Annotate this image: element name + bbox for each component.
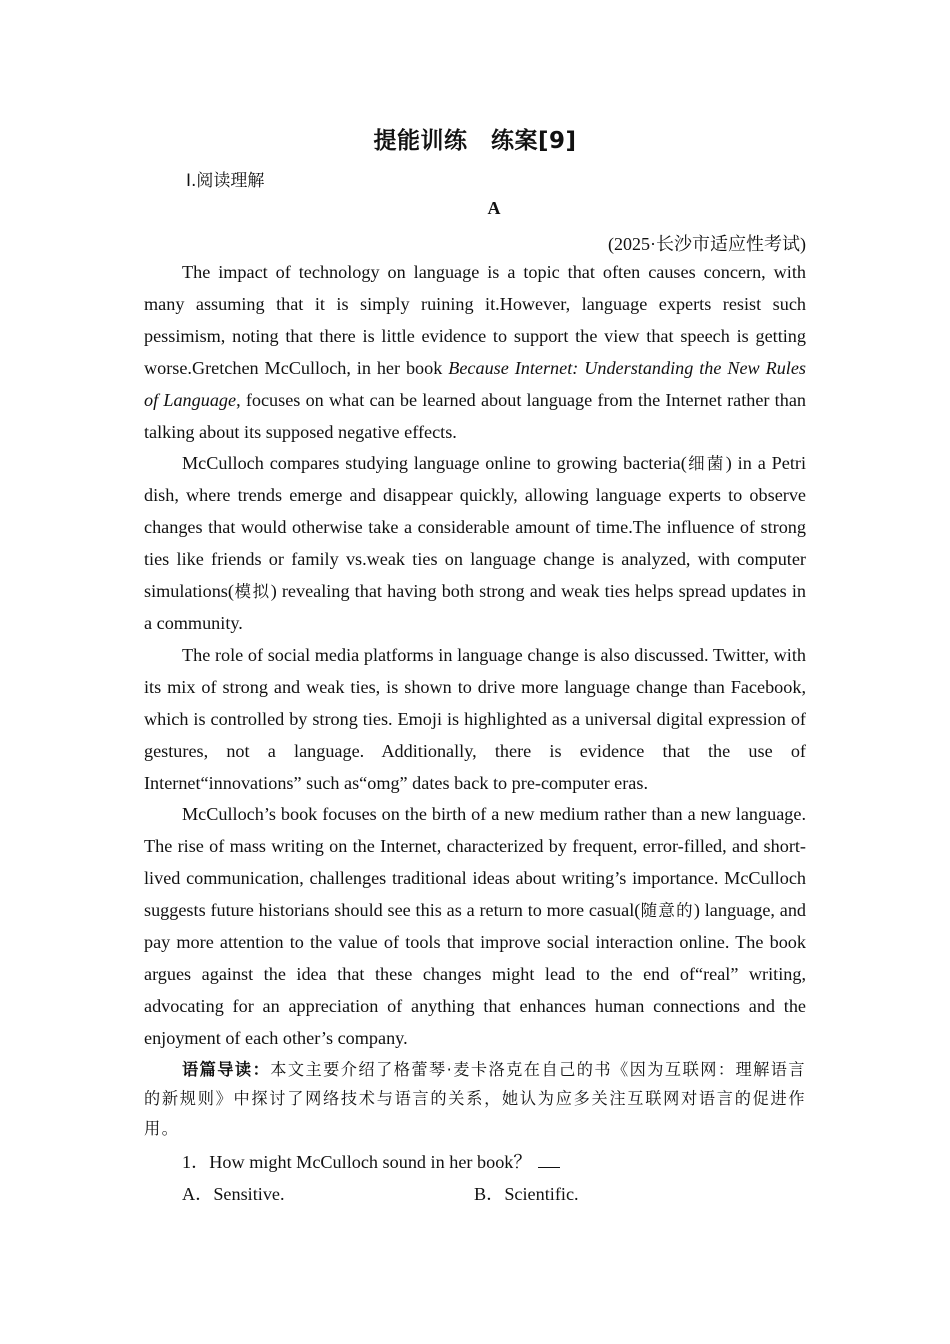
question-1-text: 1．How might McCulloch sound in her book？ [182, 1152, 532, 1173]
passage-content [144, 257, 806, 1211]
section-label: Ⅰ.阅读理解 [186, 171, 265, 191]
book-title: Because Internet: Understanding the New Rules of Language [144, 357, 806, 410]
paragraph-2-text-a: McCulloch compares studying language online to growing bacteria( [182, 453, 687, 474]
option-a[interactable]: A．Sensitive. [182, 1184, 285, 1205]
paragraph-4 [144, 799, 806, 1054]
paragraph-1-text-a: The impact of technology on language is a topic that often causes concern, with many assuming that it is simply ruining it.However, language experts resist such pessimism, noting that there is little evidence to support the view that speech is getting worse.Gretchen McCulloch, in her book [144, 262, 806, 378]
paragraph-4-text-a: McCulloch’s book focuses on the birth of a new medium rather than a new language. The rise of mass writing on the Internet, characterized by frequent, error-filled, and short-lived communication, challenges traditional ideas about writing’s importance. McCulloch suggests future historians should see this as a return to more casual( [144, 804, 806, 921]
paragraph-4-text-b: ) language, and pay more attention to the value of tools that improve social interaction online. The book argues against the idea that these changes might lead to the end of“real” writing, advocating for an appreciation of anything that enhances human connections and the enjoyment of each other’s company. [144, 900, 807, 1048]
paragraph-1-text-b: , focuses on what can be learned about language from the Internet rather than talking about its supposed negative effects. [144, 389, 806, 442]
option-b[interactable]: B．Scientific. [474, 1184, 579, 1205]
answer-blank[interactable] [538, 1149, 560, 1168]
paragraph-2-text-b: ) in a Petri dish, where trends emerge and disappear quickly, allowing language experts to observe changes that would otherwise take a considerable amount of time.The influence of strong ties like friends or family vs.weak ties on language change is analyzed, with computer simulations( [144, 453, 806, 602]
question-1-options [144, 1179, 806, 1211]
paragraph-1 [144, 257, 806, 448]
paragraph-2 [144, 448, 806, 639]
question-1 [144, 1147, 806, 1179]
paragraph-3: The role of social media platforms in language change is also discussed. Twitter, with its mix of strong and weak ties, is shown to drive more language change than Facebook, which is controlled by strong ties. Emoji is highlighted as a universal digital expression of gestures, not a language. Additionally, there is evidence that the use of Internet“innovations” such as“omg” dates back to pre-computer eras. [144, 644, 806, 793]
page-title: 提能训练 练案[9] [373, 128, 577, 154]
gloss-casual: 随意的 [640, 901, 694, 921]
gloss-bacteria: 细菌 [686, 454, 726, 474]
gloss-simulations: 模拟 [233, 582, 271, 602]
paragraph-2-text-c: ) revealing that having both strong and weak ties helps spread updates in a community. [144, 581, 806, 633]
passage-letter: A [487, 198, 501, 218]
guide-label: 语篇导读： [182, 1059, 271, 1079]
passage-guide [144, 1055, 806, 1144]
passage-source: (2025·长沙市适应性考试) [608, 234, 806, 254]
guide-text: 本文主要介绍了格蕾琴·麦卡洛克在自己的书《因为互联网：理解语言的新规则》中探讨了网络技术与语言的关系，她认为应多关注互联网对语言的促进作用。 [144, 1059, 807, 1138]
